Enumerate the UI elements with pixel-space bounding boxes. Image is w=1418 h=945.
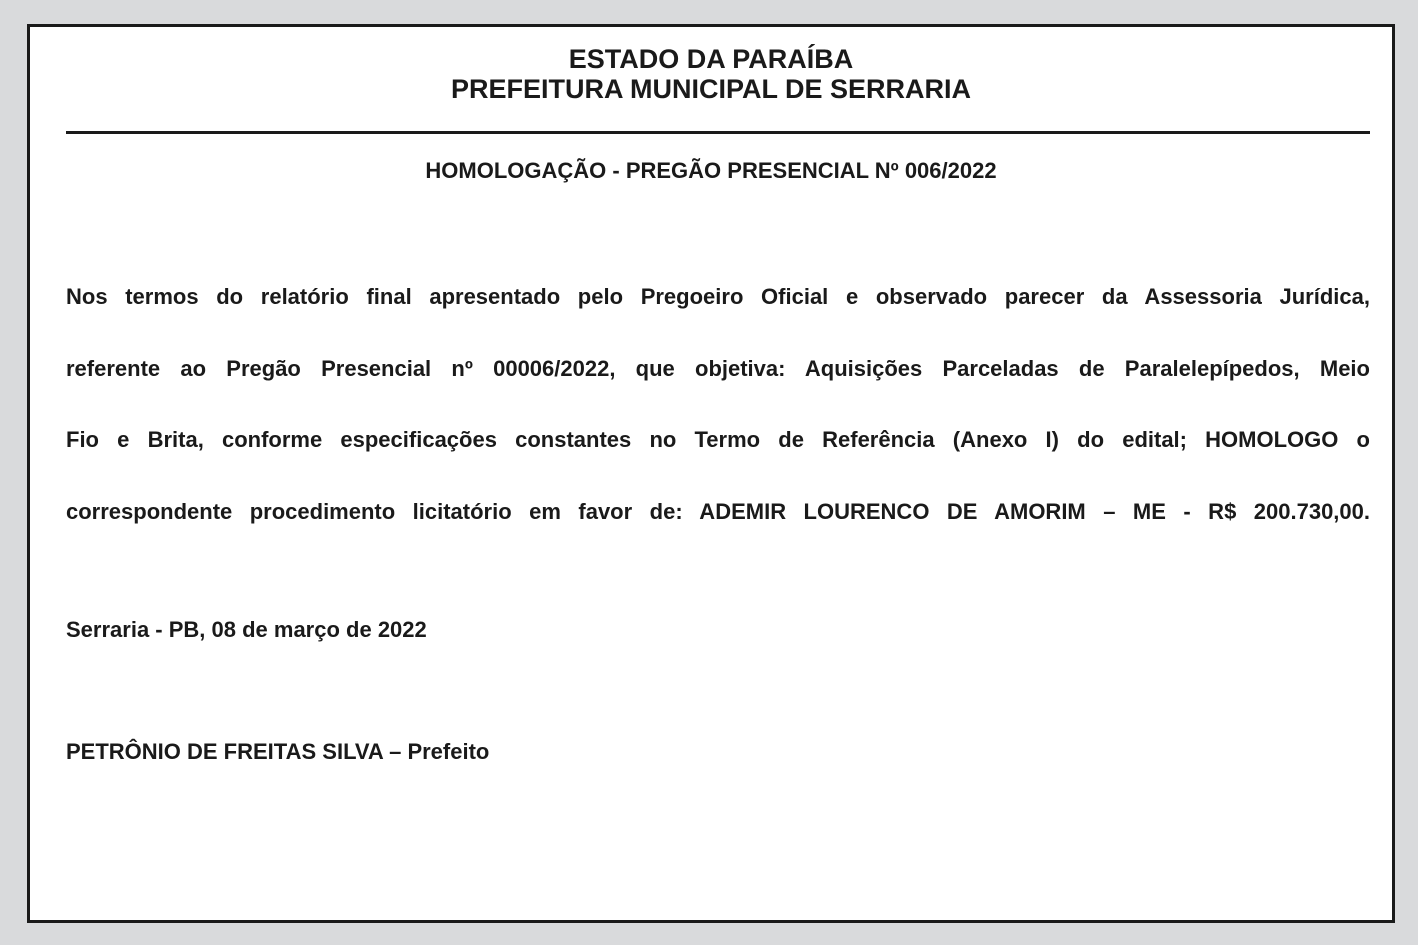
state-name: ESTADO DA PARAÍBA [568, 44, 854, 74]
body-line-3: Fio e Brita, conforme especificações constantes no Termo de Referência (Anexo I) do edital; HOMOLOGO o [66, 427, 1370, 452]
body-line-2: referente ao Pregão Presencial nº 00006/2022, que objetiva: Aquisições Parceladas de Paralelepípedos, Meio [66, 355, 1370, 381]
document-body [66, 261, 1370, 547]
document-header [30, 44, 1392, 104]
city-hall-name: PREFEITURA MUNICIPAL DE SERRARIA [450, 74, 972, 104]
document-frame [27, 24, 1395, 923]
date-line: Serraria - PB, 08 de março de 2022 [66, 617, 427, 642]
header-divider [66, 131, 1370, 134]
signature-line: PETRÔNIO DE FREITAS SILVA – Prefeito [66, 739, 490, 764]
body-line-4: correspondente procedimento licitatório em favor de: ADEMIR LOURENCO DE AMORIM – ME - R$ 200.730,00. [66, 498, 1370, 524]
document-title: HOMOLOGAÇÃO - PREGÃO PRESENCIAL Nº 006/2022 [425, 158, 997, 183]
body-line-1: Nos termos do relatório final apresentado pelo Pregoeiro Oficial e observado parecer da Assessoria Jurídica, [66, 284, 1370, 309]
